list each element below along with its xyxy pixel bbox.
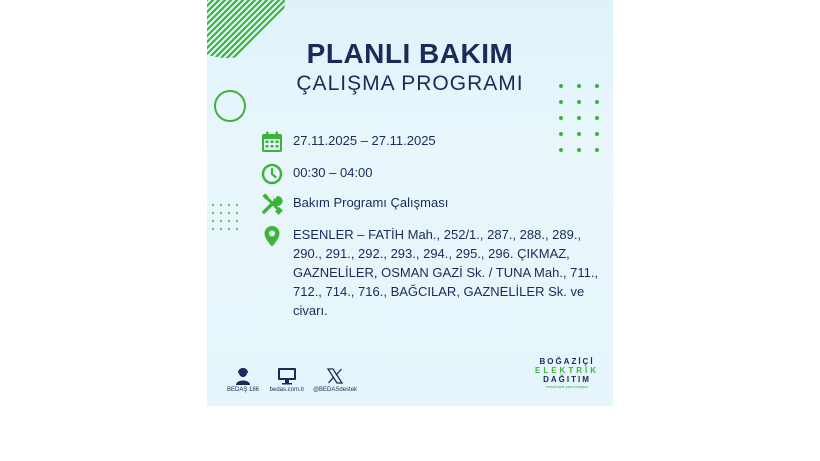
logo-line2: ELEKTRİK [535,366,599,375]
monitor-icon [277,367,297,385]
date-row [261,131,436,153]
page-subtitle: ÇALIŞMA PROGRAMI [296,72,524,95]
logo-line3: DAĞITIM [543,375,591,384]
time-range-text: 00:30 – 04:00 [293,165,373,180]
social-label: @BEDASdestek [312,387,358,393]
support-agent-icon [234,367,252,385]
footer-phone [225,367,261,393]
website-label: bedas.com.tr [269,387,305,393]
time-row [261,163,373,185]
company-logo [527,357,607,389]
phone-label: BEDAŞ 186 [226,387,260,393]
work-type-text: Bakım Programı Çalışması [293,195,449,210]
decorative-dot-grid-left [211,203,241,233]
logo-line1: BOĞAZİÇİ [539,357,595,366]
footer-website[interactable] [265,367,309,393]
address-row [261,225,608,320]
calendar-icon [261,131,283,153]
location-pin-icon [261,225,283,247]
clock-icon [261,163,283,185]
tools-icon [261,193,283,215]
page-title: PLANLI BAKIM [306,38,514,69]
footer-social[interactable] [311,367,359,393]
work-type-row [261,193,448,215]
maintenance-announcement-card [207,0,613,406]
address-text: ESENLER – FATİH Mah., 252/1., 287., 288., 289., 290., 291., 292., 293., 294., 295., 296. ÇIKMAZ, GAZNELİLER, OSMAN GAZİ Sk. / TUNA Mah., 711., 712., 714., 716., BAĞCILAR, GAZNELİLER Sk. ve civarı. [293,227,599,318]
date-range-text: 27.11.2025 – 27.11.2025 [293,133,436,148]
x-logo-icon [326,367,344,385]
logo-tagline: enerjimizle yanınızdayız [545,384,589,389]
